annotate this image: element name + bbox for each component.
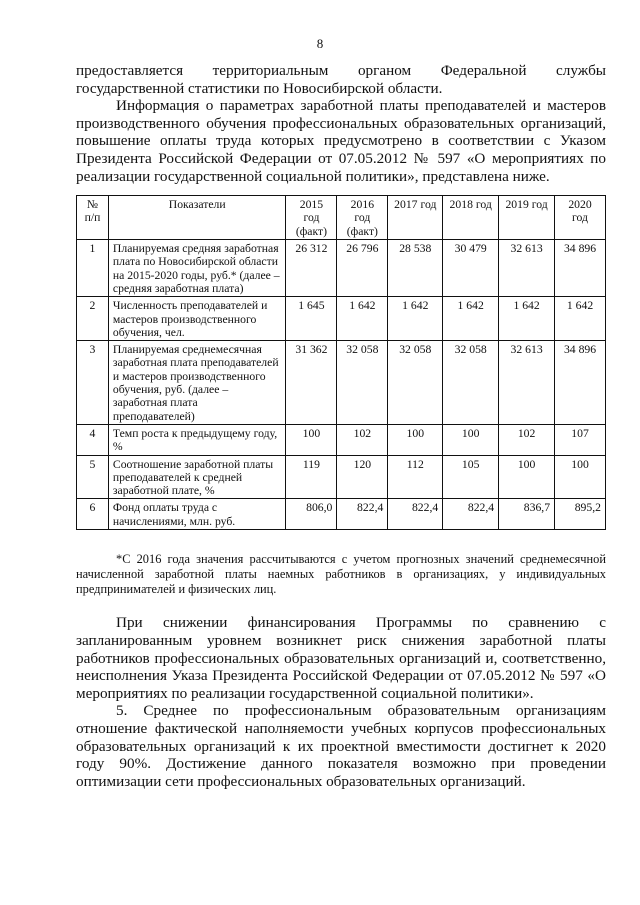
row-label: Планируемая среднемесячная заработная плата преподавателей и мастеров производственного обучения, руб. (далее – заработная плата преподавателей) — [108, 341, 286, 425]
cell-2019: 32 613 — [499, 341, 555, 425]
salary-table — [76, 195, 606, 530]
cell-2020: 895,2 — [555, 499, 606, 530]
cell-2018: 100 — [443, 424, 499, 455]
row-label: Численность преподавателей и мастеров производственного обучения, чел. — [108, 297, 286, 341]
cell-2018: 822,4 — [443, 499, 499, 530]
cell-2020: 107 — [555, 424, 606, 455]
table-row — [77, 424, 606, 455]
paragraph-2: Информация о параметрах заработной платы преподавателей и мастеров производственного обучения профессиональных образовательных организаций, повышение оплаты труда которых предусмотрено в соответствии с Указом Президента Российской Федерации от 07.05.2012 № 597 «О мероприятиях по реализации государственной социальной политики», представлена ниже. — [76, 97, 606, 185]
document-body — [76, 62, 606, 790]
row-number: 6 — [77, 499, 109, 530]
cell-2015: 1 645 — [286, 297, 337, 341]
cell-2016: 26 796 — [337, 240, 388, 297]
table-header: № п/п — [77, 196, 109, 240]
table-header: 2015 год (факт) — [286, 196, 337, 240]
cell-2015: 806,0 — [286, 499, 337, 530]
cell-2018: 1 642 — [443, 297, 499, 341]
cell-2018: 32 058 — [443, 341, 499, 425]
row-number: 3 — [77, 341, 109, 425]
row-number: 4 — [77, 424, 109, 455]
table-header-row — [77, 196, 606, 240]
row-label: Планируемая средняя заработная плата по Новосибирской области на 2015-2020 годы, руб.* (далее – средняя заработная плата) — [108, 240, 286, 297]
footnote: *С 2016 года значения рассчитываются с учетом прогнозных значений среднемесячной начисленной заработной платы наемных работников в организациях, у индивидуальных предпринимателей и физических лиц. — [76, 551, 606, 596]
cell-2020: 34 896 — [555, 240, 606, 297]
cell-2018: 30 479 — [443, 240, 499, 297]
cell-2015: 26 312 — [286, 240, 337, 297]
cell-2020: 100 — [555, 455, 606, 499]
cell-2017: 100 — [388, 424, 443, 455]
paragraph-1: предоставляется территориальным органом Федеральной службы государственной статистики по Новосибирской области. — [76, 62, 606, 97]
cell-2017: 32 058 — [388, 341, 443, 425]
row-label: Фонд оплаты труда с начислениями, млн. руб. — [108, 499, 286, 530]
paragraph-4: 5. Среднее по профессиональным образовательным организациям отношение фактической наполняемости учебных корпусов профессиональных образовательных организаций к их проектной вместимости достигнет к 2020 году 90%. Достижение данного показателя возможно при проведении оптимизации сети профессиональных образовательных организаций. — [76, 702, 606, 790]
row-label: Темп роста к предыдущему году, % — [108, 424, 286, 455]
table-header: Показатели — [108, 196, 286, 240]
cell-2019: 1 642 — [499, 297, 555, 341]
row-label: Соотношение заработной платы преподавателей к средней заработной плате, % — [108, 455, 286, 499]
table-row — [77, 499, 606, 530]
cell-2015: 31 362 — [286, 341, 337, 425]
cell-2017: 1 642 — [388, 297, 443, 341]
cell-2017: 822,4 — [388, 499, 443, 530]
cell-2016: 102 — [337, 424, 388, 455]
cell-2019: 100 — [499, 455, 555, 499]
cell-2020: 1 642 — [555, 297, 606, 341]
cell-2017: 112 — [388, 455, 443, 499]
cell-2015: 100 — [286, 424, 337, 455]
table-header: 2020 год — [555, 196, 606, 240]
table-row — [77, 297, 606, 341]
cell-2019: 836,7 — [499, 499, 555, 530]
cell-2019: 32 613 — [499, 240, 555, 297]
cell-2020: 34 896 — [555, 341, 606, 425]
cell-2019: 102 — [499, 424, 555, 455]
table-header: 2017 год — [388, 196, 443, 240]
cell-2016: 32 058 — [337, 341, 388, 425]
table-row — [77, 455, 606, 499]
table-row — [77, 341, 606, 425]
cell-2017: 28 538 — [388, 240, 443, 297]
paragraph-3: При снижении финансирования Программы по сравнению с запланированным уровнем возникнет риск снижения заработной платы работников профессиональных образовательных организаций и, соответственно, неисполнения Указа Президента Российской Федерации от 07.05.2012 № 597 «О мероприятиях по реализации государственной социальной политики». — [76, 614, 606, 702]
row-number: 2 — [77, 297, 109, 341]
row-number: 1 — [77, 240, 109, 297]
row-number: 5 — [77, 455, 109, 499]
cell-2015: 119 — [286, 455, 337, 499]
table-row — [77, 240, 606, 297]
page-number: 8 — [316, 36, 324, 51]
table-header: 2019 год — [499, 196, 555, 240]
cell-2016: 822,4 — [337, 499, 388, 530]
cell-2018: 105 — [443, 455, 499, 499]
table-header: 2016 год (факт) — [337, 196, 388, 240]
table-header: 2018 год — [443, 196, 499, 240]
cell-2016: 1 642 — [337, 297, 388, 341]
cell-2016: 120 — [337, 455, 388, 499]
